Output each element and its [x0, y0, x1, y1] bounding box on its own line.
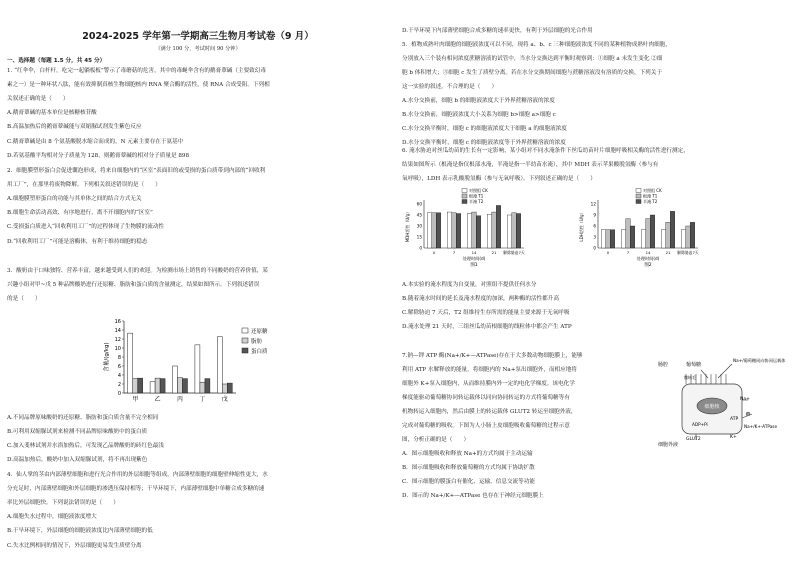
q5-line: A.水分交换前，细胞 b 的细胞液浓度大于外界蔗糖溶液的浓度 [402, 98, 555, 104]
q1-line: C.鹅膏蕈碱是由 8 个氨基酸脱水缩合而成的，N 元素主要存在于氨基中 [7, 138, 184, 145]
category-label: 14 [645, 250, 651, 255]
q1-line: 素之一）是一种环状八肽，能有效抑制真核生物细胞核内 RNA 聚合酶的活性，使 RNA 合成受阻。下列相 [7, 82, 270, 89]
x-axis-label: 处理时间(d) [462, 256, 486, 261]
bar [626, 219, 631, 248]
y-tick-label: 60 [416, 201, 422, 207]
q2-line: D.“回收利用工厂”可能是溶酶体，有利于维持细胞的稳态 [7, 238, 148, 245]
q1-line: B.高温加热后的鹅膏蕈碱能与双缩脲试剂发生紫色反应 [7, 124, 142, 131]
bar-脂肪 [178, 378, 183, 393]
x-axis-label: 处理时间(d) [636, 256, 660, 261]
category-label: 0 [432, 250, 436, 255]
q5-line: 分别放入三个装有相同浓度蔗糖溶液的试管中，当水分交换达到平衡时观察到：①细胞 a 未发生变化 ②细 [402, 56, 663, 62]
microvilli-label: 微绒毛 [684, 375, 696, 380]
q4-line: 率比外层细胞快。下列说法错误的是（ ） [7, 500, 119, 507]
category-label: 解除胁迫7天 [503, 250, 525, 255]
bar [606, 230, 611, 248]
bar-还原糖 [173, 366, 178, 393]
y-tick-label: 0 [419, 245, 422, 251]
bar-蛋白质 [205, 379, 210, 393]
question-4-option-d: D.干旱环境下内部薄壁细胞合成多糖的速率更快，有利于外层细胞的光合作用 [402, 28, 593, 34]
bar-还原糖 [217, 337, 222, 393]
q4-line: 分充足时，内部薄壁细胞和外层细胞的渗透压保持相等；干旱环境下，内部薄壁细胞中单糖合成多糖的速 [7, 486, 265, 493]
bar-蛋白质 [160, 379, 165, 393]
category-label: 戊 [221, 396, 228, 403]
q7-line: A．图示细胞吸收和释放 Na+的方式均属于主动运输 [402, 451, 533, 457]
y-tick-label: 12 [114, 336, 121, 343]
q7-line: 细胞外 K+泵入细胞内，从而维持膜内外一定的电化学梯度。该电化学 [402, 381, 575, 387]
y-tick-label: 30 [416, 223, 422, 229]
category-label: 0 [606, 250, 610, 255]
mdh-activity-figure [404, 186, 530, 268]
q6-line: 6. 淹水胁迫对丝瓜幼苗的生长有一定影响，某小组对不同水淹条件下丝瓜幼苗叶片细胞呼吸相关酶的活性进行测定， [402, 148, 689, 154]
q3-option-line: A.不同品牌原味酸奶的还原糖、脂肪和蛋白质含量不完全相同 [7, 415, 159, 421]
legend-label: 蛋白质 [251, 349, 268, 355]
bar [666, 222, 671, 248]
category-label: 丁 [199, 396, 206, 403]
legend-swatch [242, 348, 248, 353]
exam-title: 2024-2025 学年第一学期高三生物月考试卷（9 月） [82, 31, 314, 42]
q5-line: C.水分交换平衡时，细胞 c 的细胞液浓度大于细胞 a 的细胞液浓度 [402, 126, 567, 132]
y-axis-label: LDH活性（U/g） [579, 210, 584, 242]
bar-蛋白质 [183, 379, 188, 393]
adp-label: ADP+Pi [692, 422, 708, 427]
transporter-label: Na+/葡萄糖同向协同运载体 [733, 358, 786, 363]
category-label: 甲 [132, 396, 139, 403]
bar [516, 214, 521, 248]
bar [487, 214, 492, 248]
y-tick-label: 16 [114, 318, 121, 325]
bar [472, 212, 477, 248]
bar [661, 230, 666, 248]
q6-option-line: C.解除胁迫 7 天后，T2 组维持生存所需的能量主要来源于无氧呼吸 [402, 310, 570, 316]
y-tick-label: 15 [416, 234, 422, 240]
q5-line: D.水分交换平衡时，细胞 c 的细胞液浓度等于外界蔗糖溶液的浓度 [402, 140, 566, 146]
legend-label: 对照组 CK [469, 188, 488, 193]
y-tick-label: 10 [114, 345, 121, 352]
q1-line: 1. “红伞伞，白杆杆，吃完一起躺板板”警示了毒蘑菇的危害，其中的毒蝇伞含有的鹅膏蕈碱（主要致幻毒 [7, 68, 266, 74]
q5-line: B.水分交换前，细胞液浓度大小关系为细胞 b>细胞 a>细胞 c [402, 112, 556, 118]
y-tick-label: 45 [416, 212, 422, 218]
q4-line: C.失水比例相同的情况下，外层细胞更易发生质壁分离 [7, 542, 142, 549]
q6-line: 结果如图所示（根淹是指仅根部水淹，半淹是指一半幼苗水淹），其中 MDH 表示苹果酸脱氢酶（参与有 [402, 162, 659, 168]
legend-label: 半淹 T2 [469, 199, 484, 204]
q2-line: A.细胞膜塑形蛋白的功能与其单体之间的结合方式无关 [7, 196, 142, 203]
bar-还原糖 [128, 333, 133, 393]
q2-line: 用工厂”，在那里将废物降解。下列相关叙述错误的是（ ） [7, 182, 161, 189]
q3-bar-chart [100, 311, 286, 407]
bar [496, 205, 501, 248]
figure-caption: 图2 [644, 263, 652, 268]
bar [690, 222, 695, 248]
q7-line: 完成对葡萄糖的吸收。下图为人小肠上皮细胞吸收葡萄糖的过程示意 [402, 423, 570, 429]
k-label: K+ [730, 435, 737, 440]
legend-label: 半淹 T2 [643, 199, 658, 204]
q5-line: 这一实验的叙述，不合理的是（ ） [402, 84, 498, 90]
bar-脂肪 [222, 384, 227, 393]
q4-line: A.细胞失水过程中，细胞液浓度增大 [7, 514, 97, 521]
bar-还原糖 [195, 345, 200, 393]
bar-脂肪 [200, 382, 205, 393]
q7-line: 梯度能驱动葡萄糖协同转运载体以同向协同转运的方式将葡萄糖等有 [402, 395, 570, 401]
bar-脂肪 [133, 379, 138, 393]
nucleus-label: 细胞核 [704, 404, 720, 410]
bar [436, 213, 441, 248]
bar [681, 230, 686, 248]
legend-swatch [242, 338, 248, 343]
y-axis-label: MDH活性（U/g） [405, 209, 410, 243]
bar [456, 214, 461, 248]
legend-label: 还原糖 [251, 329, 268, 335]
q3-option-line: C.加入斐林试剂并水浴加热后，可发现乙品牌酸奶的砖红色最浅 [7, 443, 164, 450]
q7-line: D．图示的 Na+/K+—ATPase 也存在于神经元细胞膜上 [402, 493, 544, 499]
ecf-label: 细胞外液 [658, 442, 679, 448]
category-label: 7 [452, 250, 456, 255]
q1-line: A.鹅膏蕈碱的基本单位是核糖核苷酸 [7, 110, 97, 117]
legend-swatch [636, 194, 641, 198]
bar-蛋白质 [227, 383, 232, 393]
right-column [398, 0, 794, 562]
bar [610, 230, 615, 248]
y-tick-label: 3 [593, 234, 596, 240]
q7-line: 机物转运入细胞内，然后由膜上的转运载体 GLUT2 转运至细胞外液， [402, 409, 577, 415]
bar [686, 226, 691, 248]
q2-line: 2．细胞膜塑形蛋白会促进囊泡形成，将来自细胞内的“区室”表面旧的或受损的蛋白质带到内部的“回收利 [7, 168, 266, 174]
q7-line: 图，分析正确的是（ ） [402, 437, 470, 443]
q3-option-line: D.高温加热后，酸奶中加入双缩脲试剂，将不再出现紫色 [7, 457, 148, 464]
q5-line: 胞 b 体积增大；③细胞 c 发生了质壁分离。若在水分交换期间细胞与蔗糖溶液没有溶质的交换，下列关于 [402, 70, 662, 76]
q7-line: B．图示细胞吸收和释放葡萄糖的方式均属于协助扩散 [402, 465, 535, 471]
legend-swatch [462, 194, 467, 198]
legend-label: 根淹 T1 [643, 193, 658, 199]
q7-line: 利用 ATP 水解释放的能量，将细胞内的 Na+泵出细胞外，而相应地将 [402, 367, 577, 373]
q4-line: B.干旱环境下，外层细胞的细胞液浓度比内部薄壁细胞的低 [7, 528, 153, 535]
q7-line: 7.钠—钾 ATP 酶(Na+/K+—ATPase)存在于大多数动物细胞膜上，能够 [402, 353, 583, 359]
y-tick-label: 0 [593, 245, 596, 251]
bar [467, 214, 472, 248]
legend-label: 脂肪 [251, 339, 263, 345]
q3-line: 3．酸奶由于口味独特、营养丰富，越来越受到人们的欢迎。为检测市场上销售的不同酸奶的营养价值，某 [7, 268, 268, 274]
atpase-label: Na+/K+-ATPase [744, 424, 778, 429]
category-label: 21 [665, 250, 671, 255]
q1-line: D.若氨基酸平均相对分子质量为 128，则鹅膏蕈碱的相对分子质量是 898 [7, 152, 190, 159]
category-label: 乙 [154, 396, 161, 403]
bar [432, 213, 437, 248]
bar [621, 230, 626, 248]
q6-option-line: B.随着淹水时间的延长及淹水程度的加深，两种酶的活性都升高 [402, 296, 559, 302]
atp-label: ATP [730, 417, 739, 422]
y-tick-label: 2 [117, 381, 121, 388]
y-axis-label: 含量/(g/kg) [104, 342, 110, 372]
legend-swatch [636, 200, 641, 204]
na-label: Na+ [740, 397, 750, 402]
bar [601, 230, 606, 248]
bar [641, 230, 646, 248]
left-column [0, 0, 396, 562]
bar [476, 216, 481, 248]
intestinal-cell-diagram [656, 356, 790, 448]
bar [670, 211, 675, 248]
q2-line: C.受损蛋白质进入“回收利用工厂”的过程体现了生物膜的流动性 [7, 224, 165, 231]
bar [452, 213, 457, 248]
category-label: 21 [491, 250, 497, 255]
q7-line: C．图示细胞的膜蛋白有催化、运输、信息交流等功能 [402, 479, 535, 485]
y-tick-label: 8 [117, 354, 121, 361]
bar [630, 226, 635, 248]
category-label: 14 [471, 250, 477, 255]
y-tick-label: 0 [117, 390, 121, 397]
category-label: 丙 [176, 396, 184, 403]
y-tick-label: 12 [590, 201, 596, 207]
figure-caption: 图1 [470, 263, 478, 268]
q2-line: B.细胞生命活动高效、有序地进行，离不开细胞内的“区室” [7, 210, 153, 217]
bar [650, 215, 655, 248]
bar [427, 213, 432, 248]
glucose-label: 葡萄糖 [686, 362, 702, 368]
y-tick-label: 4 [117, 372, 121, 379]
category-label: 解除胁迫7天 [677, 250, 699, 255]
bar [447, 212, 452, 248]
ldh-activity-figure [578, 186, 704, 268]
bar [646, 219, 651, 248]
legend-label: 根淹 T1 [469, 193, 484, 199]
bar-脂肪 [155, 378, 160, 393]
q3-line: 的是（ ） [7, 296, 41, 303]
glut2-label: GLUT2 [686, 437, 701, 442]
q1-line: 关叙述正确的是（ ） [7, 96, 69, 103]
q4-line: 4．仙人掌的茎由内部薄壁细胞和进行光合作用的外层细胞等组成，内部薄壁细胞的细胞壁伸缩性更大，水 [7, 472, 268, 478]
bar-还原糖 [150, 382, 155, 393]
legend-label: 对照组 CK [643, 188, 662, 193]
legend-swatch [242, 328, 248, 333]
y-tick-label: 6 [593, 223, 596, 229]
q6-option-line: A.本实验的淹水程度为自变量，对照组不提供任何水分 [402, 282, 537, 288]
exam-subtitle: （满分 100 分，考试时间 90 分钟） [155, 46, 241, 52]
q3-line: 兴趣小组对甲~戊 5 种品牌酸奶进行还原糖、脂肪和蛋白质的含量测定，结果如图所示。下列叙述错误 [7, 282, 260, 289]
legend-swatch [636, 189, 641, 193]
bar-蛋白质 [138, 378, 143, 393]
y-tick-label: 6 [117, 363, 121, 370]
section-heading: 一、选择题（每题 1.5 分，共 45 分） [7, 58, 106, 64]
bar [512, 213, 517, 248]
q5-line: 5．植物成熟叶肉细胞的细胞液浓度可以不同，现将 a、b、c 三种细胞液浓度不同的某种植物成熟叶肉细胞， [402, 42, 671, 48]
q3-option-line: B.可利用双缩脲试剂来检测不同品牌原味酸奶中的蛋白质 [7, 429, 148, 436]
legend-swatch [462, 189, 467, 193]
lumen-label: 肠腔 [658, 362, 669, 368]
y-tick-label: 14 [114, 327, 121, 334]
q6-line: 氧呼吸），LDH 表示乳酸脱氢酶（参与无氧呼吸）。下列叙述正确的是（ ） [402, 176, 596, 182]
q6-option-line: D.淹水处理 21 天时，三组丝瓜幼苗根细胞的线粒体中都会产生 ATP [402, 324, 572, 330]
legend-swatch [462, 200, 467, 204]
bar [492, 212, 497, 248]
bar [507, 215, 512, 248]
y-tick-label: 9 [593, 212, 596, 218]
category-label: 7 [626, 250, 630, 255]
